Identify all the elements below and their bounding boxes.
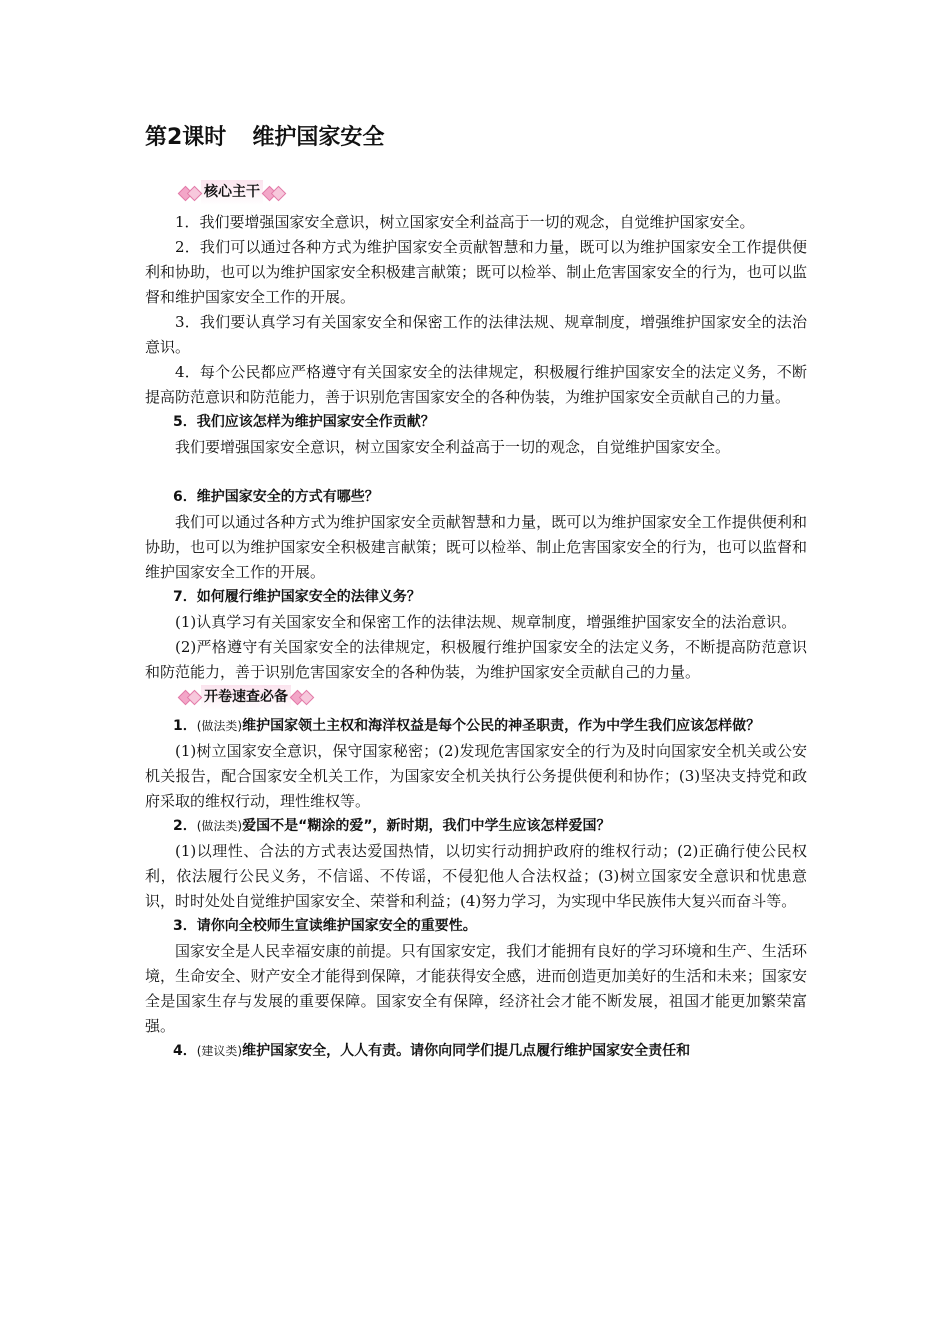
answer-7-part-1: (1)认真学习有关国家安全和保密工作的法律法规、规章制度，增强维护国家安全的法治意识。 — [175, 612, 797, 631]
document-page — [145, 120, 807, 1064]
core-item-1: 1．我们要增强国家安全意识，树立国家安全利益高于一切的观念，自觉维护国家安全。 — [175, 212, 755, 231]
question-type-tag: (做法类) — [196, 719, 243, 733]
lesson-topic: 维护国家安全 — [252, 125, 385, 150]
core-item-3: 3．我们要认真学习有关国家安全和保密工作的法律法规、规章制度，增强维护国家安全的法治意识。 — [145, 312, 807, 356]
answer-6: 我们可以通过各种方式为维护国家安全贡献智慧和力量，既可以为维护国家安全工作提供便利和协助，也可以为维护国家安全积极建言献策；既可以检举、制止危害国家安全的行为，也可以监督和维护国家安全工作的开展。 — [145, 512, 807, 581]
answer-5: 我们要增强国家安全意识，树立国家安全利益高于一切的观念，自觉维护国家安全。 — [175, 437, 731, 456]
quick-question-1: 1．(做法类)维护国家领土主权和海洋权益是每个公民的神圣职责，作为中学生我们应该怎样做？ — [173, 718, 761, 734]
quick-answer-1: (1)树立国家安全意识，保守国家秘密；(2)发现危害国家安全的行为及时向国家安全机关或公安机关报告，配合国家安全机关工作，为国家安全机关执行公务提供便利和协作；(3)坚决支持党和政府采取的维权行动，理性维权等。 — [145, 742, 807, 810]
quick-answer-3: 国家安全是人民幸福安康的前提。只有国家安定，我们才能拥有良好的学习环境和生产、生活环境，生命安全、财产安全才能得到保障，才能获得安全感，进而创造更加美好的生活和未来；国家安全是国家生存与发展的重要保障。国家安全有保障，经济社会才能不断发展，祖国才能更加繁荣富强。 — [145, 942, 807, 1035]
quick-question-2: 2．(做法类)爱国不是“糊涂的爱”，新时期，我们中学生应该怎样爱国？ — [173, 818, 611, 834]
diamond-icon — [179, 184, 201, 202]
diamond-icon — [179, 688, 201, 706]
quick-answer-2: (1)以理性、合法的方式表达爱国热情，以切实行动拥护政府的维权行动；(2)正确行使公民权利，依法履行公民义务，不信谣、不传谣，不侵犯他人合法权益；(3)树立国家安全意识和忧患意识，时时处处自觉维护国家安全、荣誉和利益；(4)努力学习，为实现中华民族伟大复兴而奋斗等。 — [145, 842, 807, 910]
question-type-tag: (建议类) — [196, 1044, 243, 1058]
question-5: 5．我们应该怎样为维护国家安全作贡献？ — [173, 413, 435, 430]
question-6: 6．维护国家安全的方式有哪些？ — [173, 488, 379, 505]
quick-question-3: 3．请你向全校师生宣读维护国家安全的重要性。 — [173, 918, 477, 934]
core-item-2: 2．我们可以通过各种方式为维护国家安全贡献智慧和力量，既可以为维护国家安全工作提供便利和协助，也可以为维护国家安全积极建言献策；既可以检举、制止危害国家安全的行为，也可以监督和维护国家安全工作的开展。 — [145, 237, 807, 306]
question-7: 7．如何履行维护国家安全的法律义务？ — [173, 588, 421, 605]
section-badge-quick-reference — [179, 685, 313, 710]
answer-7-part-2: (2)严格遵守有关国家安全的法律规定，积极履行维护国家安全的法定义务，不断提高防范意识和防范能力，善于识别危害国家安全的各种伪装，为维护国家安全贡献自己的力量。 — [145, 637, 807, 681]
page-title — [145, 120, 807, 156]
quick-question-4: 4．(建议类)维护国家安全，人人有责。请你向同学们提几点履行维护国家安全责任和 — [173, 1043, 691, 1059]
lesson-number: 第2课时 — [145, 125, 227, 150]
diamond-icon — [263, 184, 285, 202]
section-badge-core — [179, 180, 285, 205]
diamond-icon — [291, 688, 313, 706]
section-badge-label: 开卷速查必备 — [201, 685, 291, 710]
core-item-4: 4．每个公民都应严格遵守有关国家安全的法律规定，积极履行维护国家安全的法定义务，不断提高防范意识和防范能力，善于识别危害国家安全的各种伪装，为维护国家安全贡献自己的力量。 — [145, 362, 807, 406]
question-type-tag: (做法类) — [196, 819, 243, 833]
section-badge-label: 核心主干 — [201, 180, 263, 205]
